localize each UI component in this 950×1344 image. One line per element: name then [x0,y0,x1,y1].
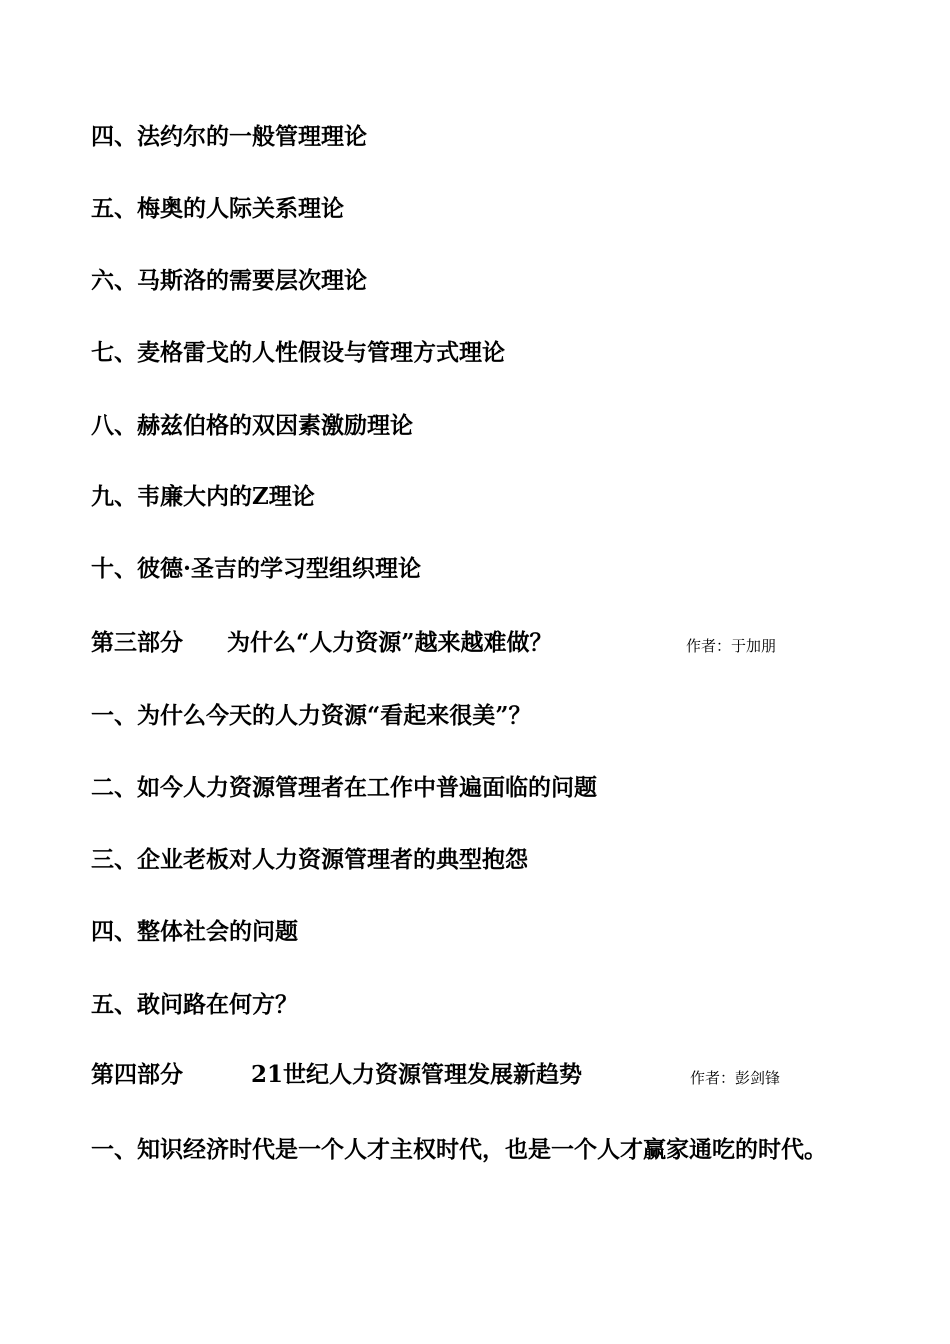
part4-label: 第四部分 [91,1061,183,1088]
part4-title: 21世纪人力资源管理发展新趋势 [251,1061,583,1088]
toc-item-ouchi: 九、韦廉大内的Z理论 [91,483,315,510]
part4-item-1: 一、知识经济时代是一个人才主权时代，也是一个人才赢家通吃的时代。 [91,1136,827,1163]
part3-item-2: 二、如今人力资源管理者在工作中普遍面临的问题 [91,774,597,801]
part3-item-4: 四、整体社会的问题 [91,918,298,945]
toc-item-maslow: 六、马斯洛的需要层次理论 [91,267,367,294]
toc-item-mayo: 五、梅奥的人际关系理论 [91,195,344,222]
part3-item-1: 一、为什么今天的人力资源“看起来很美”？ [91,702,532,729]
part4-author: 作者：彭剑锋 [690,1069,781,1087]
toc-item-mcgregor: 七、麦格雷戈的人性假设与管理方式理论 [91,339,505,366]
part3-item-3: 三、企业老板对人力资源管理者的典型抱怨 [91,846,528,873]
toc-item-fayol: 四、法约尔的一般管理理论 [91,123,367,150]
part3-label: 第三部分 [91,629,183,656]
part3-item-5: 五、敢问路在何方？ [91,991,298,1018]
part3-author: 作者：于加朋 [686,637,777,655]
part3-title: 为什么“人力资源”越来越难做？ [227,629,553,656]
toc-item-senge: 十、彼德·圣吉的学习型组织理论 [91,555,422,582]
toc-item-herzberg: 八、赫兹伯格的双因素激励理论 [91,412,413,439]
